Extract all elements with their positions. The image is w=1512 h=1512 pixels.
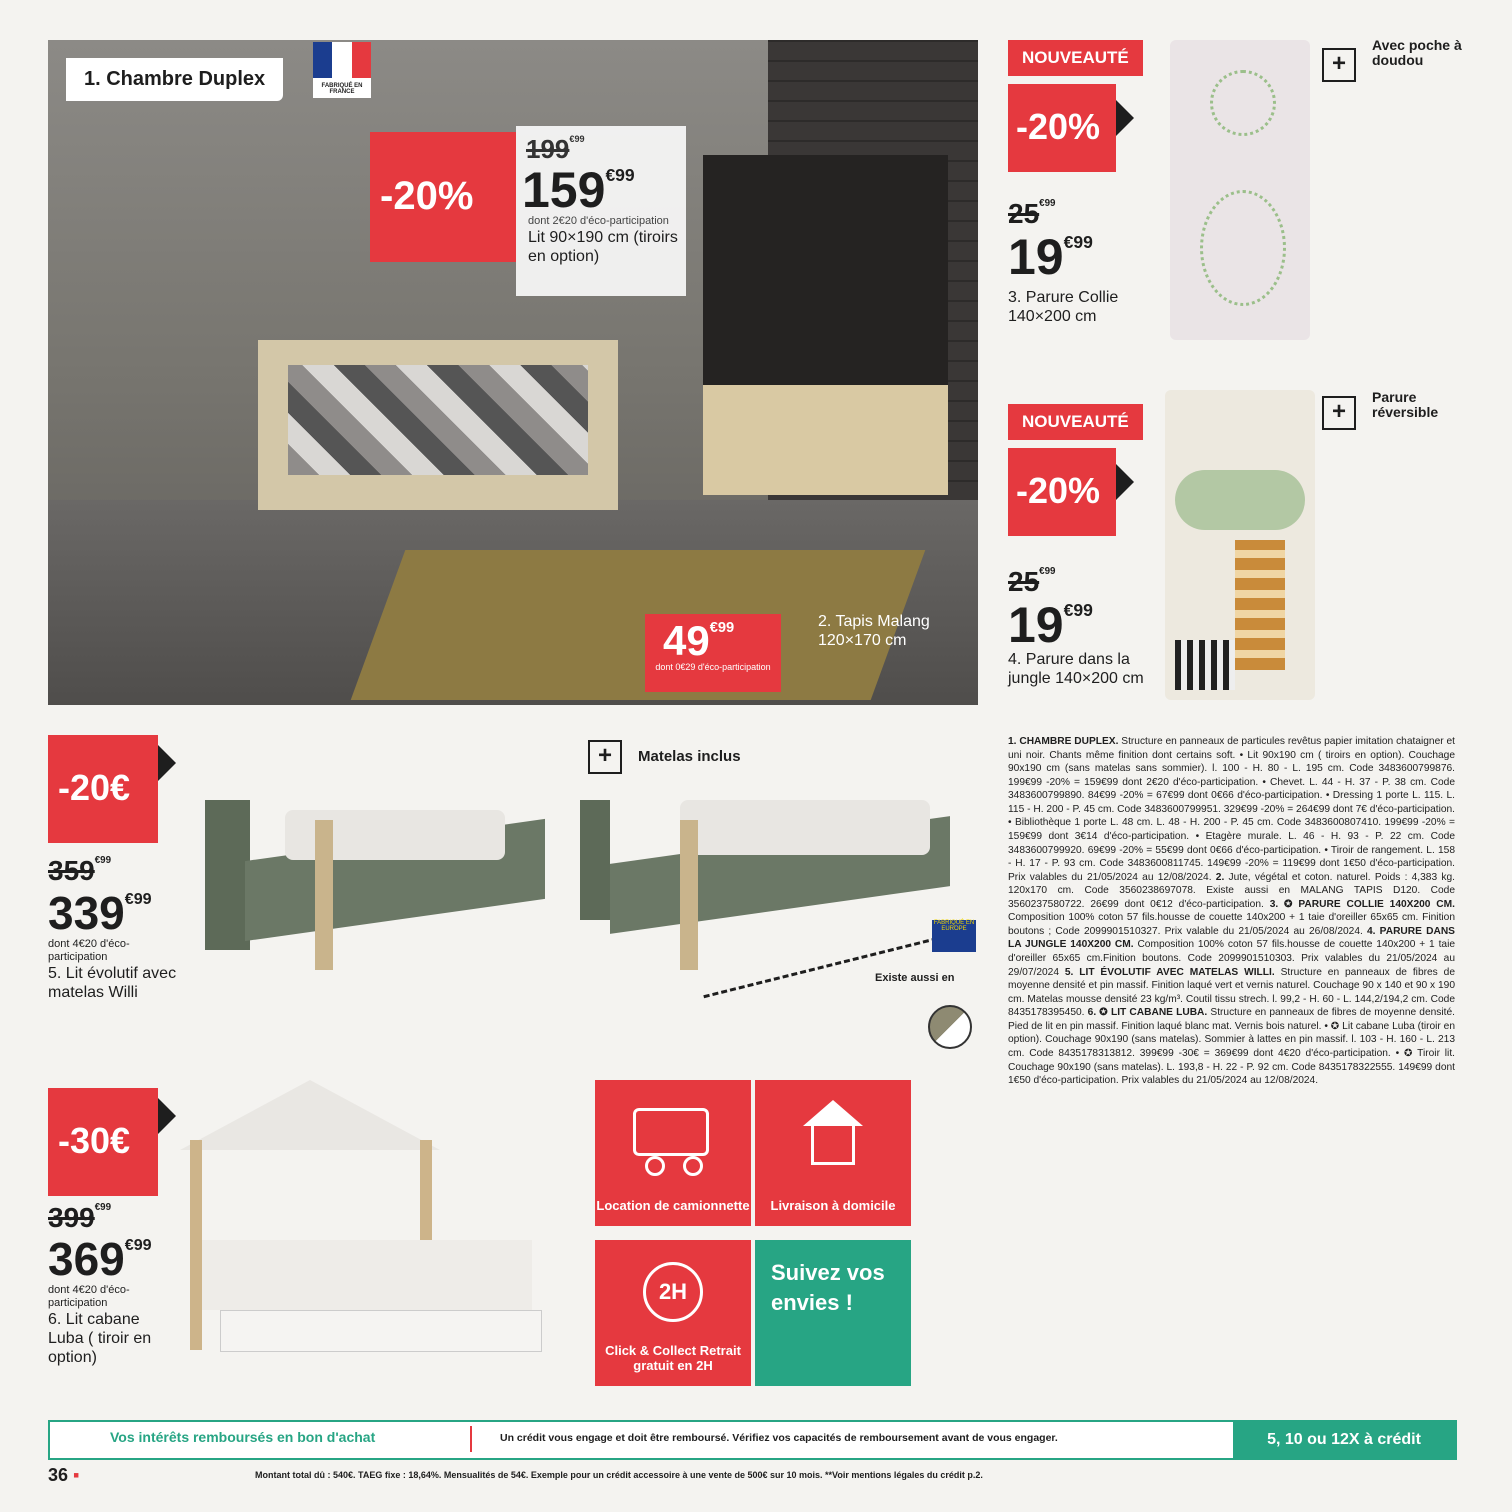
banner-left: Vos intérêts remboursés en bon d'achat: [110, 1429, 376, 1445]
wardrobe-image: [703, 155, 948, 495]
old-price-5: 359€99: [48, 855, 112, 886]
product-desc: Lit 90×190 cm (tiroirs en option): [528, 229, 678, 266]
discount-badge-5: -20€: [48, 735, 158, 843]
eco-5: dont 4€20 d'éco-participation: [48, 938, 130, 964]
discount-badge-4: -20%: [1008, 448, 1116, 536]
eco-6: dont 4€20 d'éco-participation: [48, 1284, 130, 1310]
banner-middle: Un crédit vous engage et doit être remboursé. Vérifiez vos capacités de remboursement avant de vous engager.: [500, 1432, 1058, 1444]
flag-text: FABRIQUÉ EN FRANCE: [321, 83, 363, 95]
service-click-collect-tile[interactable]: 2H Click & Collect Retrait gratuit en 2H: [595, 1240, 751, 1386]
van-icon: [633, 1108, 709, 1156]
discount-badge: -20%: [370, 132, 516, 262]
credit-footer: Montant total dû : 540€. TAEG fixe : 18,64%. Mensualités de 54€. Exemple pour un crédit accessoire à une vente de 500€ sur 10 mois. **Voir mentions légales du crédit p.2.: [255, 1470, 983, 1480]
duvet-jungle-image: [1165, 390, 1315, 700]
desc-6: 6. Lit cabane Luba ( tiroir en option): [48, 1311, 152, 1367]
price-3: 19€99: [1008, 229, 1093, 285]
service-van-tile[interactable]: Location de camionnette: [595, 1080, 751, 1226]
price-card: [516, 126, 686, 296]
credit-banner: [48, 1420, 1457, 1460]
made-in-europe-flag: FABRIQUÉ EN EUROPE: [932, 920, 976, 952]
clock-2h-icon: 2H: [643, 1262, 703, 1322]
plus-text-3: Avec poche à doudou: [1372, 37, 1462, 69]
plus-icon: +: [1322, 48, 1356, 82]
discount-badge-3: -20%: [1008, 84, 1116, 172]
plus-text-4: Parure réversible: [1372, 389, 1439, 421]
rug-desc: 2. Tapis Malang 120×170 cm: [818, 613, 930, 650]
also-exists-label: Existe aussi en: [875, 972, 955, 984]
badge-nouveaute-3: NOUVEAUTÉ: [1008, 40, 1143, 76]
service-delivery-tile[interactable]: Livraison à domicile: [755, 1080, 911, 1226]
old-price-4: 25€99: [1008, 566, 1056, 597]
hero-title: 1. Chambre Duplex: [66, 58, 283, 101]
hero-photo: [48, 40, 978, 705]
rug-price-badge: 49€99 dont 0€29 d'éco-participation: [645, 614, 781, 692]
old-price: 199€99: [526, 134, 585, 164]
badge-nouveaute-4: NOUVEAUTÉ: [1008, 404, 1143, 440]
desc-4: 4. Parure dans la jungle 140×200 cm: [1008, 651, 1144, 688]
follow-tile[interactable]: Suivez vos envies !: [755, 1240, 911, 1386]
eco-participation: dont 2€20 d'éco-participation: [528, 215, 669, 227]
cabin-bed-image: [180, 1080, 560, 1370]
old-price-6: 399€99: [48, 1202, 112, 1233]
plus-icon: +: [1322, 396, 1356, 430]
old-price-3: 25€99: [1008, 198, 1056, 229]
made-in-france-flag: [313, 42, 371, 98]
duvet-collie-image: [1170, 40, 1310, 340]
page-number: 36 ▪: [48, 1465, 80, 1485]
color-swatch[interactable]: [928, 1005, 972, 1049]
bed-willi-large-image: [580, 770, 960, 980]
house-icon: [803, 1100, 863, 1126]
desc-5: 5. Lit évolutif avec matelas Willi: [48, 965, 177, 1002]
plus-text-5: Matelas inclus: [638, 748, 741, 765]
badge-arrow-icon: [158, 1098, 176, 1134]
legal-text: 1. CHAMBRE DUPLEX. Structure en panneaux de particules revêtus papier imitation chataigner et uni noir. Chants même finition dont certains soft. • Lit 90x190 cm ( tiroirs en option). Couchage 90x190 cm (sans matelas sans sommier). l. 100 - H. 80 - L. 195 cm. Code 3483600799876. 199€99 -20% = 159€99 dont 2€20 d'éco-participation. • Chevet. L. 44 - H. 37 - P. 38 cm. Code 3483600799890. 84€99 -20% = 67€99 dont 0€66 d'éco-participation. • Dressing 1 porte L. 115. L. 115 - H. 200 - P. 45 cm. Code 3483600799951. 329€99 -20% = 264€99 dont 7€ d'éco-participation. • Bibliothèque 1 porte L. 48 cm. L. 48 - H. 200 - P. 45 cm. Code 3483600807410. 199€99 -20% = 159€99 dont 3€14 d'éco-participation. • Etagère murale. L. 46 - H. 93 - P. 22 cm. Code 3483600799920. 69€99 -20% = 55€99 dont 0€66 d'éco-participation. • Tiroir de rangement. L. 158 - H. 17 - P. 93 cm. Code 3483600811745. 149€99 -20% = 119€99 dont 1€50 d'éco-participation. Prix valables du 21/05/2024 au 12/08/2024. 2. Jute, végétal et coton. naturel. Poids : 4,383 kg. 120x170 cm. Code 3560238697078. Existe aussi en MALANG TAPIS D120. Code 3560237580722. 26€99 dont 0€12 d'éco-participation. 3. ✪ PARURE COLLIE 140X200 CM. Composition 100% coton 57 fils.housse de couette 140x200 + 1 taie d'oreiller 65x65 cm. Finition boutons ; Code 2099901510327. Prix valable du 21/05/2024 au 26/08/2024. 4. PARURE DANS LA JUNGLE 140X200 CM. Composition 100% coton 57 fils.housse de couette 140x200 + 1 taie d'oreiller 65x65 cm.Finition boutons. Code 2099901510303. Prix valables du 21/05/2024 au 29/07/2024 5. LIT ÉVOLUTIF AVEC MATELAS WILLI. Structure en panneaux de fibres de moyenne densité et pin massif. Finition laqué vert et vernis naturel. Couchage 90 x 140 et 90 x 190 cm. Matelas mousse densité 23 kg/m³. Coutil tissu strech. l. 99,2 - H. 60 - L. 144,2/194,2 cm. Code 8435178395450. 6. ✪ LIT CABANE LUBA. Structure en panneaux de fibres de moyenne densité. Pied de lit en pin massif. Finition laqué blanc mat. Vernis bois naturel. • ✪ Lit cabane Luba (tiroir en option). Couchage 90x190 (sans matelas). Sommier à lattes en pin massif. l. 103 - H. 160 - L. 213 cm. Code 8435178313812. 399€99 -30€ = 369€99 dont 4€20 d'éco-participation. • ✪ Tiroir lit. Couchage 90x190 (sans matelas). L. 193,8 - H. 22 - P. 92 cm. Code 8435178322555. 149€99 dont 1€50 d'éco-participation. Prix valables du 21/05/2024 au 12/08/2024.: [1008, 736, 1456, 1087]
banner-credit: 5, 10 ou 12X à crédit: [1233, 1422, 1455, 1458]
bed-willi-small-image: [205, 780, 560, 980]
badge-arrow-icon: [1116, 464, 1134, 500]
bed-image: [258, 340, 618, 510]
price-6: 369€99: [48, 1233, 152, 1285]
discount-badge-6: -30€: [48, 1088, 158, 1196]
badge-arrow-icon: [158, 745, 176, 781]
badge-arrow-icon: [1116, 100, 1134, 136]
price: 159€99: [522, 162, 635, 218]
desc-3: 3. Parure Collie 140×200 cm: [1008, 289, 1119, 326]
plus-icon: +: [588, 740, 622, 774]
price-4: 19€99: [1008, 597, 1093, 653]
price-5: 339€99: [48, 887, 152, 939]
